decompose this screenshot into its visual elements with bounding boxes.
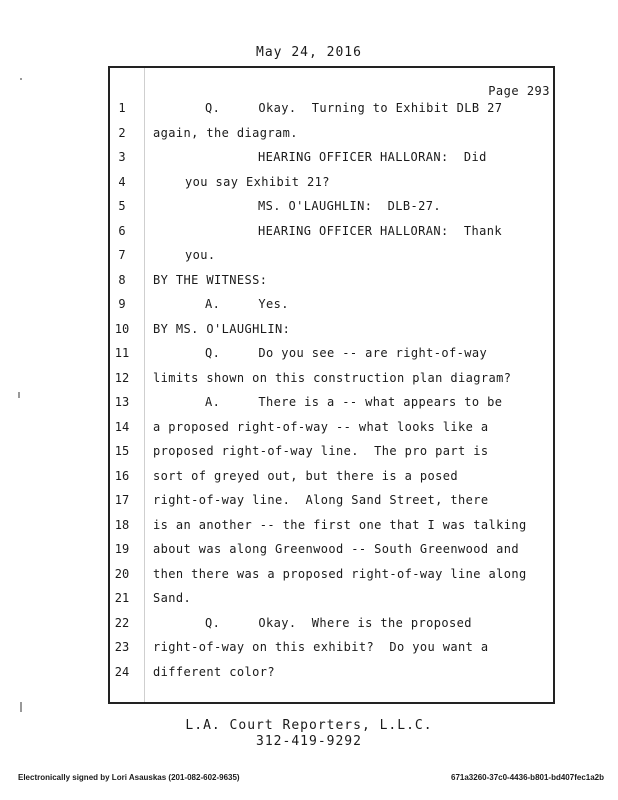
scan-speck	[18, 392, 20, 398]
transcript-line: Q. Okay. Where is the proposed	[205, 615, 472, 630]
footer-company: L.A. Court Reporters, L.L.C.	[185, 718, 433, 733]
transcript-line: sort of greyed out, but there is a posed	[153, 468, 458, 483]
line-number: 12	[114, 370, 130, 385]
scan-speck	[20, 702, 22, 712]
line-number: 1	[118, 101, 126, 115]
transcript-line: HEARING OFFICER HALLORAN: Did	[258, 150, 487, 164]
transcript-line: is an another -- the first one that I was talking	[153, 517, 527, 532]
scan-speck	[20, 78, 22, 80]
esign-note: Electronically signed by Lori Asauskas (201-082-602-9635)	[18, 773, 240, 782]
transcript-line: Sand.	[153, 591, 192, 605]
line-number: 7	[118, 248, 126, 262]
line-number: 2	[118, 125, 126, 140]
line-number: 10	[114, 321, 130, 336]
transcript-line: you.	[185, 248, 216, 262]
line-number: 3	[118, 150, 126, 164]
line-number: 15	[114, 444, 130, 458]
margin-rule	[144, 68, 145, 702]
transcript-line: limits shown on this construction plan diagram?	[153, 370, 512, 385]
transcript-line: about was along Greenwood -- South Greenwood and	[153, 542, 519, 556]
transcript-line: you say Exhibit 21?	[185, 174, 330, 189]
footer-phone: 312-419-9292	[256, 734, 362, 749]
transcript-line: Q. Do you see -- are right-of-way	[205, 346, 488, 360]
line-number: 17	[114, 493, 130, 507]
line-number: 19	[114, 542, 130, 556]
line-number: 22	[114, 615, 130, 630]
page-date: May 24, 2016	[256, 45, 362, 60]
transcript-line: proposed right-of-way line. The pro part is	[153, 444, 489, 458]
transcript-line: again, the diagram.	[153, 125, 298, 140]
line-number: 18	[114, 517, 130, 532]
line-number: 16	[114, 468, 130, 483]
transcript-line: MS. O'LAUGHLIN: DLB-27.	[258, 199, 441, 213]
transcript-line: BY MS. O'LAUGHLIN:	[153, 321, 291, 336]
line-number: 23	[114, 640, 130, 654]
line-number: 4	[118, 174, 126, 189]
line-number: 24	[114, 664, 130, 679]
transcript-line: HEARING OFFICER HALLORAN: Thank	[258, 223, 502, 238]
line-number: 11	[114, 346, 130, 360]
transcript-line: right-of-way on this exhibit? Do you want a	[153, 640, 489, 654]
line-number: 5	[118, 199, 126, 213]
transcript-line: different color?	[153, 664, 275, 679]
transcript-line: a proposed right-of-way -- what looks like a	[153, 419, 489, 434]
line-number: 14	[114, 419, 130, 434]
transcript-line: BY THE WITNESS:	[153, 272, 268, 287]
line-number: 21	[114, 591, 130, 605]
line-number: 13	[114, 395, 130, 409]
transcript-line: right-of-way line. Along Sand Street, there	[153, 493, 489, 507]
page-number: Page 293	[488, 84, 550, 98]
document-id: 671a3260-37c0-4436-b801-bd407fec1a2b	[451, 773, 604, 782]
transcript-line: Q. Okay. Turning to Exhibit DLB 27	[205, 101, 503, 115]
line-number: 20	[114, 566, 130, 581]
transcript-line: A. Yes.	[205, 297, 289, 311]
line-number: 9	[118, 297, 126, 311]
transcript-line: A. There is a -- what appears to be	[205, 395, 503, 409]
line-number: 8	[118, 272, 126, 287]
line-number: 6	[118, 223, 126, 238]
transcript-line: then there was a proposed right-of-way line along	[153, 566, 527, 581]
